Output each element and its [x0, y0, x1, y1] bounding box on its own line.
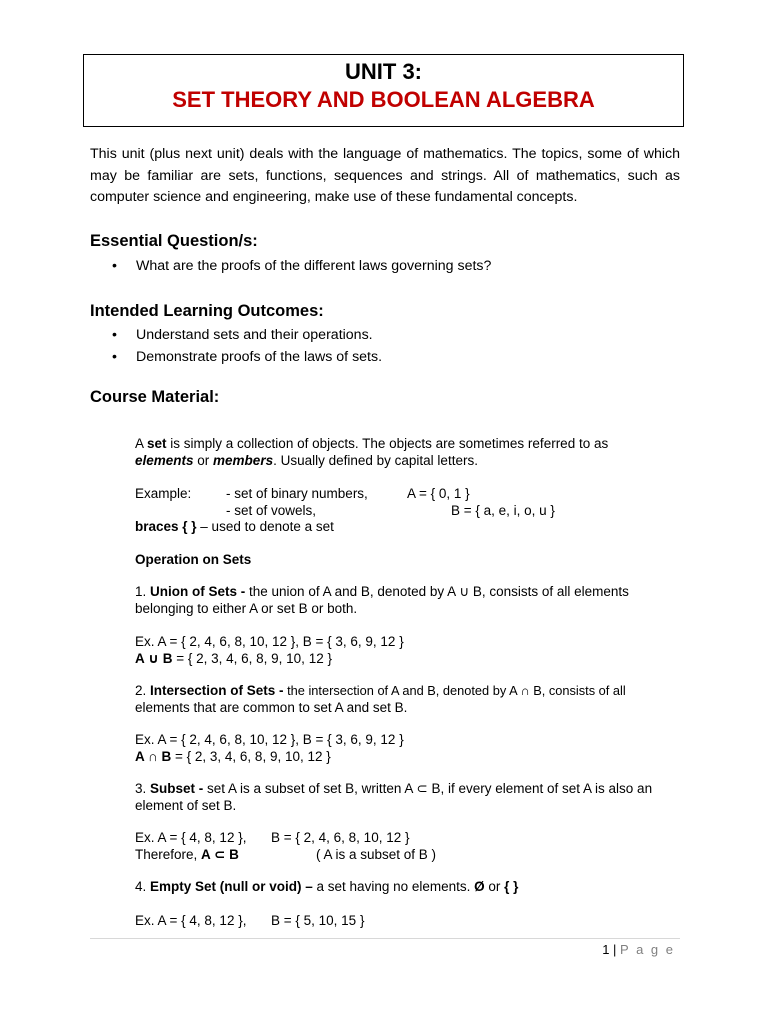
empty-set-definition: 4. Empty Set (null or void) – a set having no elements. Ø or { }: [135, 879, 519, 894]
learning-outcomes-heading: Intended Learning Outcomes:: [90, 302, 324, 320]
bullet-icon: •: [112, 258, 117, 274]
example-label: Example:: [135, 486, 192, 501]
term-members: members: [213, 453, 274, 468]
example-row-1: Example: - set of binary numbers, A = { 0, 1 }: [135, 486, 470, 501]
learning-outcomes-list: [90, 325, 382, 369]
set-definition: A set is simply a collection of objects. The objects are sometimes referred to as elements or members. Usually defined by capital letters.: [135, 436, 609, 468]
page-label: P a g e: [620, 942, 675, 957]
union-definition: 1. Union of Sets - the union of A and B, denoted by A ∪ B, consists of all elements belonging to either A or set B or both.: [135, 584, 629, 616]
unit-title-box: [83, 54, 684, 127]
example-row-2: - set of vowels, B = { a, e, i, o, u }: [226, 503, 555, 518]
intro-paragraph: This unit (plus next unit) deals with the language of mathematics. The topics, some of which may be familiar are sets, functions, sequences and strings. All of mathematics, such as computer science and engineering, make use of these fundamental concepts.: [90, 146, 680, 205]
subset-definition: 3. Subset - set A is a subset of set B, written A ⊂ B, if every element of set A is also an element of set B.: [135, 781, 653, 813]
intersection-definition: 2. Intersection of Sets - the intersection of A and B, denoted by A ∩ B, consists of all elements that are common to set A and set B.: [135, 683, 626, 715]
unit-number: UNIT 3:: [345, 59, 422, 84]
empty-set-symbol: Ø: [474, 879, 485, 894]
list-item: • Demonstrate proofs of the laws of sets.: [112, 349, 383, 365]
list-item: • Understand sets and their operations.: [112, 327, 373, 343]
empty-set-example: Ex. A = { 4, 8, 12 }, B = { 5, 10, 15 }: [135, 913, 365, 928]
operations-heading: Operation on Sets: [135, 552, 252, 567]
unit-title: SET THEORY AND BOOLEAN ALGEBRA: [172, 87, 595, 112]
term-set: set: [147, 436, 167, 451]
footer-divider: [90, 938, 680, 939]
essential-question-heading: Essential Question/s:: [90, 232, 258, 250]
union-example: Ex. A = { 2, 4, 6, 8, 10, 12 }, B = { 3, 6, 9, 12 } A ∪ B = { 2, 3, 4, 6, 8, 9, 10, 12 }: [135, 634, 404, 666]
bullet-icon: •: [112, 349, 117, 365]
page-number: 1: [602, 942, 610, 957]
bullet-icon: •: [112, 327, 117, 343]
braces-note: braces { } – used to denote a set: [135, 519, 334, 534]
subset-example: Ex. A = { 4, 8, 12 }, B = { 2, 4, 6, 8, 10, 12 }: [135, 830, 410, 845]
course-material-heading: Course Material:: [90, 388, 220, 406]
essential-question-list: [90, 256, 491, 278]
page-footer: 1 | P a g e: [602, 942, 675, 957]
intersection-example: Ex. A = { 2, 4, 6, 8, 10, 12 }, B = { 3, 6, 9, 12 } A ∩ B = { 2, 3, 4, 6, 8, 9, 10, 12 }: [135, 732, 404, 764]
term-elements: elements: [135, 453, 194, 468]
subset-result: Therefore, A ⊂ B ( A is a subset of B ): [135, 847, 437, 862]
list-item: • What are the proofs of the different laws governing sets?: [112, 258, 492, 274]
